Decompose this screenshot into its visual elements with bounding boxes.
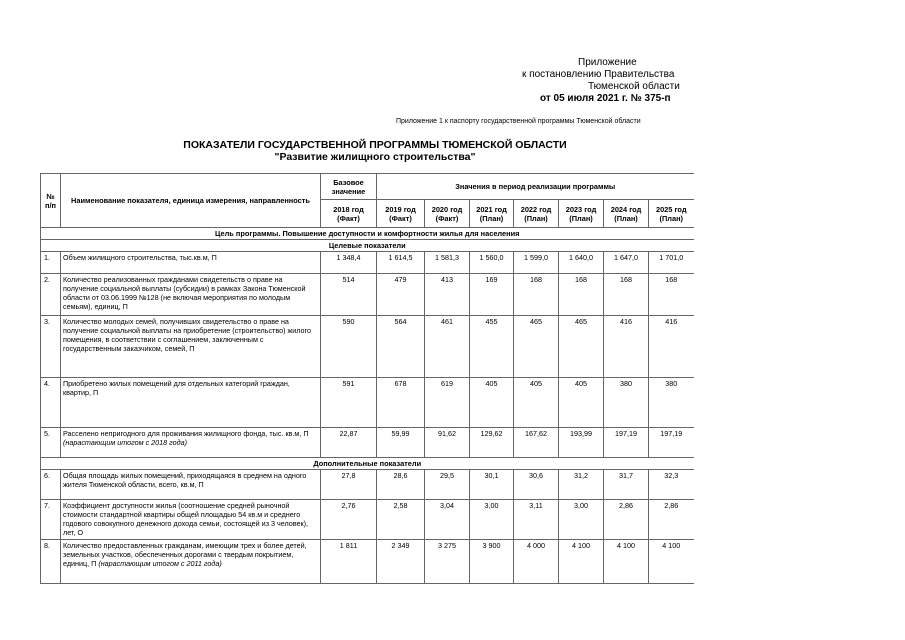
- year-header: [514, 200, 559, 228]
- year-header: [470, 200, 514, 228]
- year-label: 2023 год: [565, 204, 597, 214]
- region-name: Тюменской области: [588, 81, 680, 92]
- value-cell: 1 701,0: [649, 252, 694, 274]
- value-cell: 2,86: [604, 500, 649, 540]
- year-label: 2025 год: [655, 204, 687, 214]
- header-base-value: Базовое значение: [321, 174, 377, 200]
- indicator-text: Количество реализованных гражданами свидетельств о праве на получение социальной выплаты (субсидии) в рамках Закона Тюменской области от 03.06.1999 №128 (не включая мероприятия по молодым семьям), единиц, П: [63, 275, 306, 311]
- year-header: [377, 200, 425, 228]
- value-cell: 1 614,5: [377, 252, 425, 274]
- table-row: [41, 316, 694, 378]
- value-cell: 591: [321, 378, 377, 428]
- year-kind: (План): [659, 213, 683, 223]
- value-cell: 4 100: [559, 540, 604, 584]
- value-cell: 22,87: [321, 428, 377, 458]
- header-number: № п/п: [41, 174, 61, 228]
- row-number: 8.: [41, 540, 61, 584]
- indicator-text: Общая площадь жилых помещений, приходящаяся в среднем на одного жителя Тюменской области, всего, кв.м, П: [63, 471, 307, 489]
- value-cell: 2,58: [377, 500, 425, 540]
- value-cell: 619: [425, 378, 470, 428]
- page-title: [140, 139, 610, 163]
- value-cell: 2,86: [649, 500, 694, 540]
- indicator-name: [61, 252, 321, 274]
- row-number: 5.: [41, 428, 61, 458]
- value-cell: 405: [559, 378, 604, 428]
- value-cell: 59,99: [377, 428, 425, 458]
- program-goal: Цель программы. Повышение доступности и комфортности жилья для населения: [41, 228, 694, 240]
- table-body: [41, 228, 694, 584]
- value-cell: 197,19: [604, 428, 649, 458]
- value-cell: 31,2: [559, 470, 604, 500]
- value-cell: 465: [559, 316, 604, 378]
- section-row: [41, 228, 694, 240]
- indicator-note: (нарастающим итогом с 2018 года): [63, 438, 187, 447]
- value-cell: 678: [377, 378, 425, 428]
- value-cell: 380: [649, 378, 694, 428]
- value-cell: 167,62: [514, 428, 559, 458]
- year-kind: (План): [569, 213, 593, 223]
- indicator-text: Количество молодых семей, получивших свидетельство о праве на получение социальной выплаты на приобретение (строительство) жилого помещения, в соответствии с соглашением, заключенным с государственным заказчиком, семей, П: [63, 317, 312, 353]
- year-label: 2020 год: [431, 204, 463, 214]
- indicators-table: [40, 173, 694, 584]
- indicator-text: Расселено непригодного для проживания жилищного фонда, тыс. кв.м, П: [63, 429, 309, 438]
- year-header: [321, 200, 377, 228]
- table-row: [41, 378, 694, 428]
- row-number: 6.: [41, 470, 61, 500]
- indicator-name: [61, 500, 321, 540]
- indicator-name: [61, 470, 321, 500]
- value-cell: 3 275: [425, 540, 470, 584]
- value-cell: 31,7: [604, 470, 649, 500]
- table-row: [41, 500, 694, 540]
- value-cell: 193,99: [559, 428, 604, 458]
- section-row: [41, 240, 694, 252]
- value-cell: 197,19: [649, 428, 694, 458]
- value-cell: 28,6: [377, 470, 425, 500]
- value-cell: 3,04: [425, 500, 470, 540]
- value-cell: 3,00: [470, 500, 514, 540]
- value-cell: 3,11: [514, 500, 559, 540]
- value-cell: 1 560,0: [470, 252, 514, 274]
- value-cell: 590: [321, 316, 377, 378]
- table-row: [41, 252, 694, 274]
- indicator-name: [61, 428, 321, 458]
- value-cell: 168: [604, 274, 649, 316]
- indicator-text: Объем жилищного строительства, тыс.кв.м, П: [63, 253, 217, 262]
- year-header: [425, 200, 470, 228]
- value-cell: 3,00: [559, 500, 604, 540]
- section-row: [41, 458, 694, 470]
- title-line-2: "Развитие жилищного строительства": [274, 151, 476, 163]
- value-cell: 479: [377, 274, 425, 316]
- annex-label: Приложение: [578, 57, 637, 68]
- value-cell: 4 100: [604, 540, 649, 584]
- decree-date: от 05 июля 2021 г. № 375-п: [540, 93, 671, 104]
- title-line-1: ПОКАЗАТЕЛИ ГОСУДАРСТВЕННОЙ ПРОГРАММЫ ТЮМЕНСКОЙ ОБЛАСТИ: [183, 139, 567, 151]
- value-cell: 416: [649, 316, 694, 378]
- value-cell: 405: [470, 378, 514, 428]
- section-additional-indicators: Дополнительные показатели: [41, 458, 694, 470]
- value-cell: 4 000: [514, 540, 559, 584]
- value-cell: 91,62: [425, 428, 470, 458]
- year-label: 2024 год: [610, 204, 642, 214]
- value-cell: 465: [514, 316, 559, 378]
- year-kind: (Факт): [337, 213, 360, 223]
- table-row: [41, 470, 694, 500]
- value-cell: 1 581,3: [425, 252, 470, 274]
- value-cell: 169: [470, 274, 514, 316]
- value-cell: 405: [514, 378, 559, 428]
- value-cell: 4 100: [649, 540, 694, 584]
- row-number: 1.: [41, 252, 61, 274]
- indicator-name: [61, 378, 321, 428]
- value-cell: 168: [559, 274, 604, 316]
- header-period: Значения в период реализации программы: [377, 174, 694, 200]
- row-number: 4.: [41, 378, 61, 428]
- table-row: [41, 540, 694, 584]
- year-label: 2018 год: [333, 204, 364, 214]
- year-kind: (Факт): [389, 213, 412, 223]
- value-cell: 29,5: [425, 470, 470, 500]
- value-cell: 1 647,0: [604, 252, 649, 274]
- value-cell: 168: [514, 274, 559, 316]
- value-cell: 564: [377, 316, 425, 378]
- year-label: 2019 год: [385, 204, 416, 214]
- value-cell: 455: [470, 316, 514, 378]
- row-number: 3.: [41, 316, 61, 378]
- value-cell: 413: [425, 274, 470, 316]
- header-indicator-name: Наименование показателя, единица измерения, направленность: [61, 174, 321, 228]
- indicator-name: [61, 274, 321, 316]
- year-label: 2021 год: [476, 204, 507, 214]
- value-cell: 30,6: [514, 470, 559, 500]
- value-cell: 1 811: [321, 540, 377, 584]
- value-cell: 129,62: [470, 428, 514, 458]
- value-cell: 461: [425, 316, 470, 378]
- indicator-name: [61, 316, 321, 378]
- value-cell: 2,76: [321, 500, 377, 540]
- year-header: [559, 200, 604, 228]
- year-kind: (План): [479, 213, 504, 223]
- year-header: [604, 200, 649, 228]
- indicator-text: Количество предоставленных гражданам, имеющим трех и более детей, земельных участков, обеспеченных дорогами с твердым покрытием, единиц, П: [63, 541, 307, 568]
- year-header: [649, 200, 694, 228]
- year-kind: (План): [524, 213, 548, 223]
- section-target-indicators: Целевые показатели: [41, 240, 694, 252]
- decree-reference: к постановлению Правительства: [522, 69, 675, 80]
- indicator-text: Приобретено жилых помещений для отдельных категорий граждан, квартир, П: [63, 379, 290, 397]
- value-cell: 416: [604, 316, 649, 378]
- year-kind: (План): [614, 213, 638, 223]
- passport-annex-note: Приложение 1 к паспорту государственной программы Тюменской области: [396, 118, 641, 125]
- value-cell: 27,8: [321, 470, 377, 500]
- indicator-note: (нарастающим итогом с 2011 года): [98, 559, 222, 568]
- year-label: 2022 год: [520, 204, 552, 214]
- indicator-name: [61, 540, 321, 584]
- year-kind: (Факт): [435, 213, 459, 223]
- value-cell: 3 900: [470, 540, 514, 584]
- value-cell: 32,3: [649, 470, 694, 500]
- value-cell: 514: [321, 274, 377, 316]
- row-number: 7.: [41, 500, 61, 540]
- value-cell: 1 599,0: [514, 252, 559, 274]
- value-cell: 1 348,4: [321, 252, 377, 274]
- value-cell: 168: [649, 274, 694, 316]
- value-cell: 380: [604, 378, 649, 428]
- table-row: [41, 274, 694, 316]
- value-cell: 1 640,0: [559, 252, 604, 274]
- value-cell: 30,1: [470, 470, 514, 500]
- table-row: [41, 428, 694, 458]
- row-number: 2.: [41, 274, 61, 316]
- value-cell: 2 349: [377, 540, 425, 584]
- indicator-text: Коэффициент доступности жилья (соотношение средней рыночной стоимости стандартной квартиры общей площадью 54 кв.м и среднего годового совокупного денежного дохода семьи, состоящей из 3 человек), лет, О: [63, 501, 309, 537]
